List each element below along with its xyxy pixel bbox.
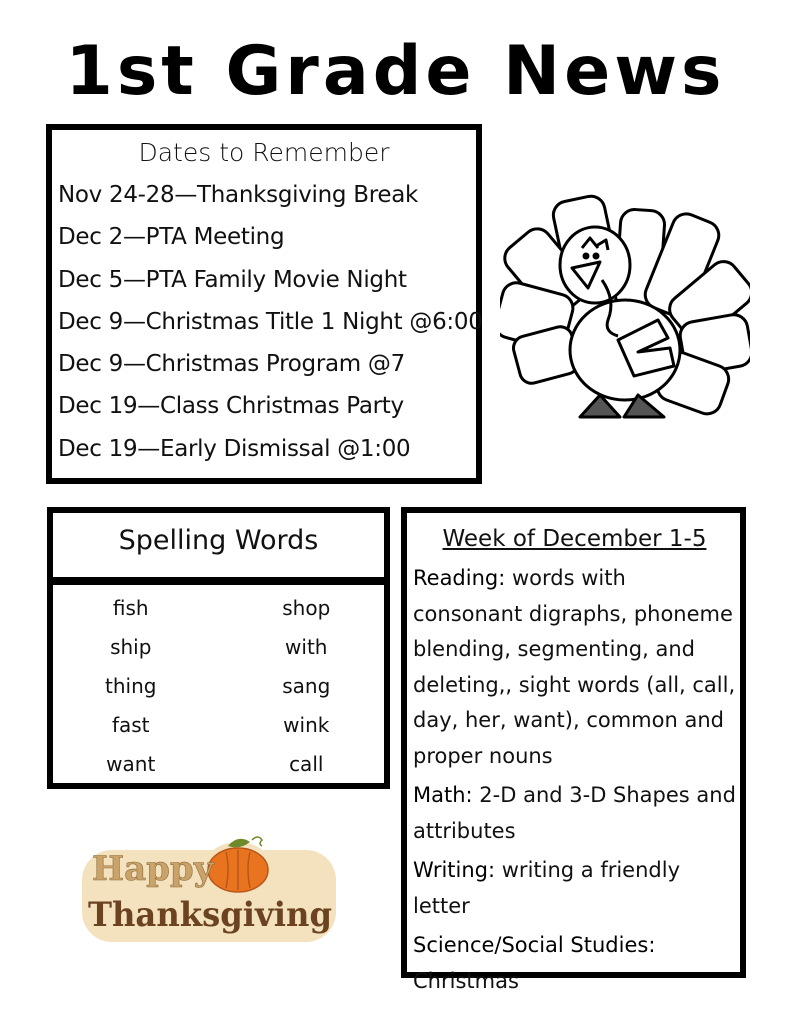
reading-section: [413, 561, 736, 774]
spelling-word: fish: [112, 596, 149, 620]
math-text: 2-D and 3-D Shapes and attributes: [413, 783, 736, 843]
dates-to-remember-box: [46, 124, 482, 484]
date-item: Nov 24-28—Thanksgiving Break: [58, 182, 419, 208]
math-label: Math:: [413, 783, 473, 807]
date-item: Dec 5—PTA Family Movie Night: [58, 266, 407, 293]
spelling-word: thing: [105, 674, 157, 698]
banner-happy-text: Happy: [92, 849, 214, 889]
date-item: Dec 2—PTA Meeting: [58, 224, 285, 251]
spelling-heading: Spelling Words: [53, 513, 384, 585]
date-item: Dec 9—Christmas Title 1 Night @6:00: [58, 308, 483, 335]
spelling-word: with: [285, 635, 328, 659]
writing-text: writing a friendly letter: [413, 858, 681, 918]
science-text: Christmas: [413, 968, 519, 993]
reading-label: Reading:: [413, 566, 506, 590]
dates-heading: Dates to Remember: [138, 138, 390, 167]
date-item: Dec 19—Early Dismissal @1:00: [58, 435, 411, 462]
spelling-word: call: [289, 752, 324, 776]
reading-text: words with consonant digraphs, phoneme blending, segmenting, and deleting,, sight words (all, call, day, her, want), common and proper nouns: [413, 566, 736, 768]
writing-section: [413, 853, 736, 924]
spelling-word: fast: [111, 713, 150, 737]
date-item: Dec 19—Class Christmas Party: [58, 393, 404, 420]
spelling-word: want: [106, 752, 156, 776]
spelling-word: wink: [283, 713, 330, 737]
dates-list: [52, 174, 483, 470]
spelling-word-grid: [53, 585, 384, 784]
spelling-words-box: [47, 507, 390, 789]
weekly-curriculum-box: [401, 507, 746, 993]
spelling-word: shop: [282, 596, 331, 620]
science-section: [413, 928, 736, 999]
turkey-icon: [500, 190, 750, 425]
spelling-word: sang: [282, 674, 331, 698]
date-item: Dec 9—Christmas Program @7: [58, 351, 405, 378]
happy-thanksgiving-banner-icon: [78, 830, 340, 946]
banner-thanksgiving-text: Thanksgiving: [88, 895, 332, 935]
math-section: [413, 778, 736, 849]
week-heading: Week of December 1-5: [442, 526, 707, 552]
writing-label: Writing:: [413, 858, 496, 882]
spelling-word: ship: [110, 635, 152, 659]
page-title: 1st Grade News: [65, 32, 726, 111]
science-label: Science/Social Studies:: [413, 933, 656, 957]
